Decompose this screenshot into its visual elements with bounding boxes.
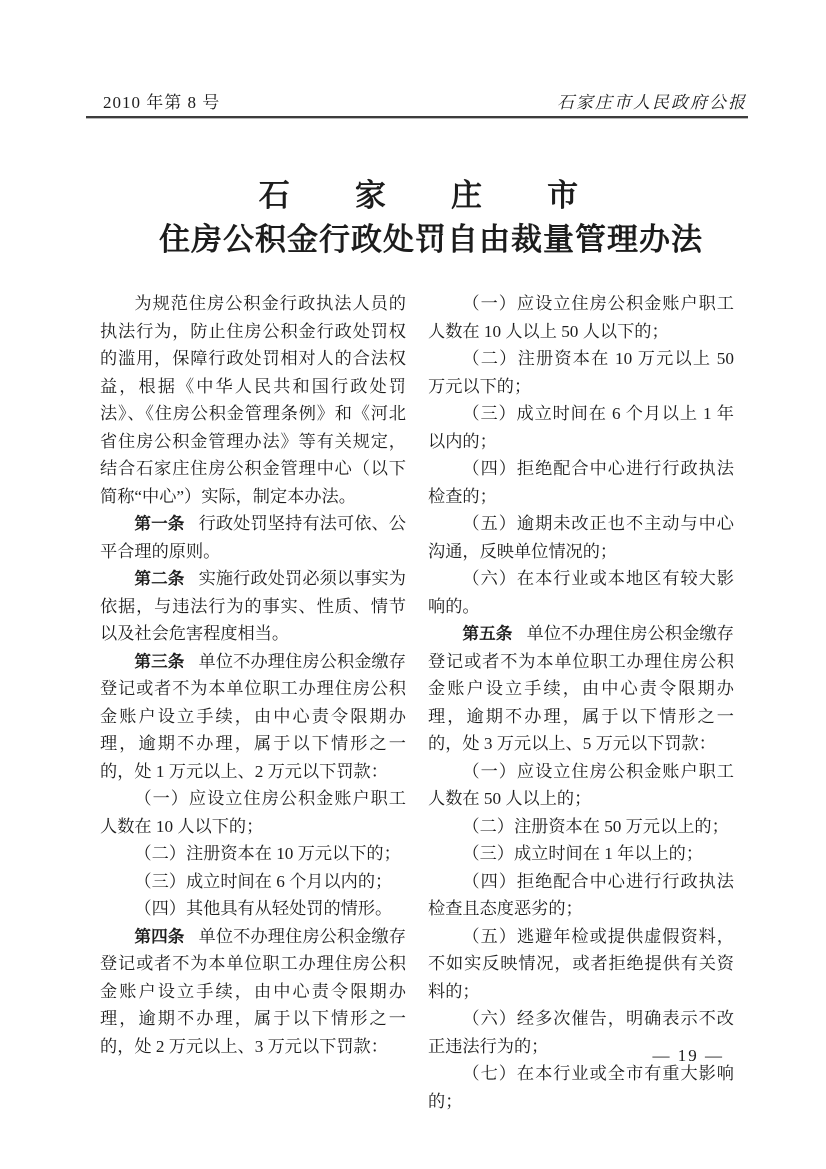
article-2-label: 第二条 — [134, 569, 185, 588]
article-5-item-3: （三）成立时间在 1 年以上的； — [462, 844, 704, 863]
article-4-paragraph — [100, 923, 406, 1061]
article-4-item-5: （五）逾期未改正也不主动与中心沟通，反映单位情况的； — [428, 514, 734, 561]
article-3-label: 第三条 — [134, 651, 185, 671]
right-column — [428, 290, 734, 1115]
article-5-item-5: （五）逃避年检或提供虚假资料，不如实反映情况，或者拒绝提供有关资料的； — [428, 926, 734, 1001]
article-3-item-2: （二）注册资本在 10 万元以下的； — [134, 844, 401, 863]
article-4-item-2: （二）注册资本在 10 万元以上 50 万元以下的； — [428, 349, 734, 396]
article-4-text: 单位不办理住房公积金缴存登记或者不为本单位职工办理住房公积金账户设立手续，由中心责令限期办理，逾期不办理，属于以下情形之一的，处 2 万元以上、3 万元以下罚款： — [100, 926, 406, 1056]
article-3-item-1: （一）应设立住房公积金账户职工人数在 10 人以下的； — [100, 789, 406, 836]
article-4-label: 第四条 — [134, 926, 185, 946]
issue-number: 2010 年第 8 号 — [103, 93, 221, 112]
article-3-paragraph — [100, 648, 406, 786]
article-5-text: 单位不办理住房公积金缴存登记或者不为本单位职工办理住房公积金账户设立手续，由中心责令限期办理，逾期不办理，属于以下情形之一的，处 3 万元以上、5 万元以下罚款： — [428, 624, 734, 753]
article-5-item-2: （二）注册资本在 50 万元以上的； — [462, 816, 729, 836]
article-3-item-4: （四）其他具有从轻处罚的情形。 — [134, 899, 393, 918]
article-2-paragraph — [100, 565, 406, 648]
title-main: 住房公积金行政处罚自由裁量管理办法 — [159, 222, 703, 257]
page-header — [103, 88, 747, 113]
article-2-text: 实施行政处罚必须以事实为依据，与违法行为的事实、性质、情节以及社会危害程度相当。 — [100, 569, 406, 643]
article-5-item-6: （六）经多次催告，明确表示不改正违法行为的； — [428, 1009, 734, 1056]
title-city: 石家庄市 — [258, 178, 644, 213]
header-rule — [86, 116, 748, 119]
article-5-item-4: （四）拒绝配合中心进行行政执法检查且态度恶劣的； — [428, 871, 734, 918]
intro-paragraph: 为规范住房公积金行政执法人员的执法行为，防止住房公积金行政处罚权的滥用，保障行政处罚相对人的合法权益，根据《中华人民共和国行政处罚法》、《住房公积金管理条例》和《河北省住房公积金管理办法》等有关规定，结合石家庄住房公积金管理中心（以下简称“中心”）实际，制定本办法。 — [100, 294, 406, 506]
gazette-name: 石家庄市人民政府公报 — [557, 93, 747, 112]
article-1-text: 行政处罚坚持有法可依、公平合理的原则。 — [100, 514, 406, 561]
article-4-item-4: （四）拒绝配合中心进行行政执法检查的； — [428, 459, 734, 506]
article-1-label: 第一条 — [134, 514, 185, 533]
article-4-item-6: （六）在本行业或本地区有较大影响的。 — [428, 569, 734, 616]
article-4-item-3: （三）成立时间在 6 个月以上 1 年以内的； — [428, 404, 734, 451]
page-number: — 19 — — [652, 1046, 724, 1065]
article-5-item-7: （七）在本行业或全市有重大影响的； — [428, 1064, 734, 1111]
article-3-item-3: （三）成立时间在 6 个月以内的； — [134, 871, 393, 891]
left-column — [100, 290, 406, 1060]
article-5-item-1: （一）应设立住房公积金账户职工人数在 50 人以上的； — [428, 761, 734, 808]
article-1-paragraph — [100, 510, 406, 565]
article-5-label: 第五条 — [462, 624, 513, 643]
article-4-item-1: （一）应设立住房公积金账户职工人数在 10 人以上 50 人以下的； — [428, 294, 734, 341]
article-3-text: 单位不办理住房公积金缴存登记或者不为本单位职工办理住房公积金账户设立手续，由中心责令限期办理，逾期不办理，属于以下情形之一的，处 1 万元以上、2 万元以下罚款： — [100, 651, 406, 781]
article-5-paragraph — [428, 620, 734, 758]
